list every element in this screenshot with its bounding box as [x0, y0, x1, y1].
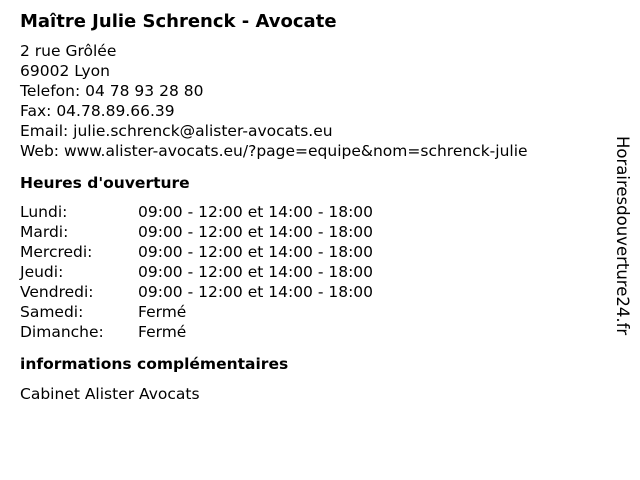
- extra-info-text: Cabinet Alister Avocats: [20, 385, 200, 403]
- brand-label: Horairesdouverture24.fr: [613, 136, 632, 336]
- hours-time-value: 09:00 - 12:00 et 14:00 - 18:00: [138, 203, 374, 221]
- fax-number: Fax: 04.78.89.66.39: [20, 102, 175, 120]
- hours-time-value: 09:00 - 12:00 et 14:00 - 18:00: [138, 243, 374, 261]
- hours-day-label: Jeudi:: [20, 263, 64, 281]
- hours-time-value: 09:00 - 12:00 et 14:00 - 18:00: [138, 223, 374, 241]
- hours-row-wednesday: [20, 242, 610, 262]
- hours-day-label: Mercredi:: [20, 243, 93, 261]
- website-url: Web: www.alister-avocats.eu/?page=equipe&nom=schrenck-julie: [20, 142, 528, 160]
- opening-hours-table: [20, 202, 610, 342]
- hours-row-monday: [20, 202, 610, 222]
- hours-day-label: Samedi:: [20, 303, 84, 321]
- hours-row-saturday: [20, 302, 610, 322]
- hours-day-label: Lundi:: [20, 203, 68, 221]
- business-card: [20, 10, 610, 404]
- phone-number: Telefon: 04 78 93 28 80: [20, 82, 204, 100]
- page-title: Maître Julie Schrenck - Avocate: [20, 11, 337, 32]
- hours-day-label: Vendredi:: [20, 283, 94, 301]
- hours-row-friday: [20, 282, 610, 302]
- extra-info-heading: informations complémentaires: [20, 355, 289, 373]
- address-city: 69002 Lyon: [20, 62, 110, 80]
- hours-row-sunday: [20, 322, 610, 342]
- email-address: Email: julie.schrenck@alister-avocats.eu: [20, 122, 333, 140]
- hours-day-label: Mardi:: [20, 223, 69, 241]
- brand-watermark: [612, 136, 632, 372]
- hours-time-value: 09:00 - 12:00 et 14:00 - 18:00: [138, 283, 374, 301]
- hours-row-tuesday: [20, 222, 610, 242]
- address-street: 2 rue Grôlée: [20, 42, 117, 60]
- hours-row-thursday: [20, 262, 610, 282]
- hours-time-value: 09:00 - 12:00 et 14:00 - 18:00: [138, 263, 374, 281]
- hours-time-value: Fermé: [138, 303, 187, 321]
- hours-heading: Heures d'ouverture: [20, 174, 190, 192]
- contact-block: [20, 41, 610, 161]
- hours-time-value: Fermé: [138, 323, 187, 341]
- hours-day-label: Dimanche:: [20, 323, 104, 341]
